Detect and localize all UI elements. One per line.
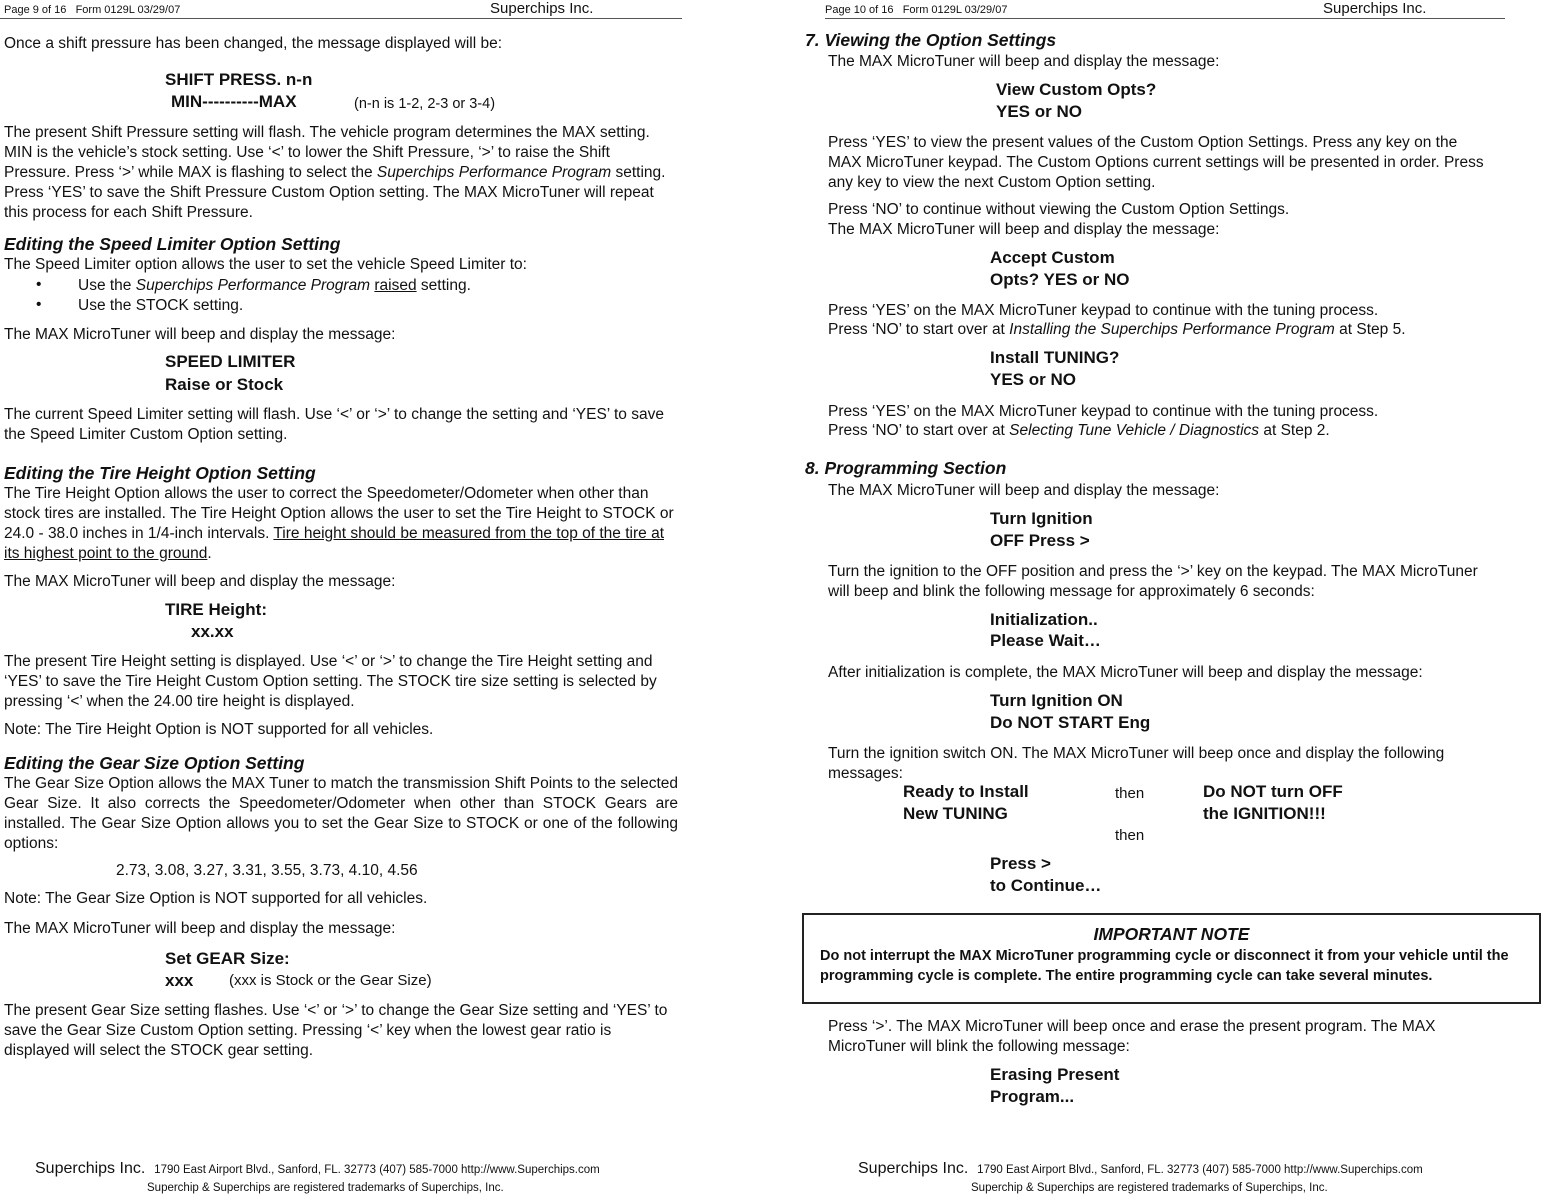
lcd-message-line: xxx: [165, 971, 194, 990]
text-span: at Step 2.: [1259, 422, 1330, 439]
erase-paragraph: Press ‘>’. The MAX MicroTuner will beep once and erase the present program. The MAX MicroTuner will blink the following message:: [828, 1018, 1436, 1055]
italic-text: Installing the Superchips Performance Program: [1009, 321, 1335, 338]
footer-trademark: Superchip & Superchips are registered trademarks of Superchips, Inc.: [147, 1182, 504, 1194]
accept-yes-text: Press ‘YES’ on the MAX MicroTuner keypad to continue with the tuning process.: [828, 302, 1379, 319]
init-paragraph: After initialization is complete, the MAX MicroTuner will beep and display the message:: [828, 664, 1423, 681]
lcd-message-line: Do NOT START Eng: [990, 713, 1151, 732]
footer-brand: Superchips Inc.: [858, 1160, 969, 1177]
lcd-message-line: Please Wait…: [990, 631, 1101, 650]
header-rule: [825, 18, 1505, 19]
italic-text: Selecting Tune Vehicle / Diagnostics: [1009, 422, 1260, 439]
bullet-item: Use the STOCK setting.: [78, 297, 244, 314]
lcd-message-line: Do NOT turn OFF: [1203, 782, 1343, 801]
bullet-item: [78, 276, 471, 296]
header-brand: Superchips Inc.: [490, 0, 594, 17]
gear-paragraph: The Gear Size Option allows the MAX Tuner to match the transmission Shift Points to the selected Gear Size. It also corrects the Speedometer/Odometer when other than STOCK Gears are installed. The Gear Size Option allows you to set the Gear Size to STOCK or one of the following options:: [4, 775, 678, 852]
form-number: Form 0129L 03/29/07: [902, 4, 1008, 16]
speed-paragraph: The current Speed Limiter setting will flash. Use ‘<’ or ‘>’ to change the setting and ‘YES’ to save the Speed Limiter Custom Option setting.: [4, 406, 664, 443]
underlined-text: raised: [374, 277, 417, 294]
text-span: Press ‘NO’ to start over at: [828, 321, 1010, 338]
message-note: (xxx is Stock or the Gear Size): [229, 972, 432, 989]
lcd-message-line: Turn Ignition ON: [990, 691, 1123, 710]
then-text: then: [1115, 827, 1145, 844]
lcd-message-line: OFF Press >: [990, 531, 1090, 550]
text-span: setting.: [416, 277, 471, 294]
lcd-message-line: New TUNING: [903, 804, 1008, 823]
italic-text: Superchips Performance Program: [135, 277, 371, 294]
gear-paragraph-2: The present Gear Size setting flashes. Use ‘<’ or ‘>’ to change the Gear Size setting and ‘YES’ to save the Gear Size Custom Option setting. Pressing ‘<’ key when the lowest gear ratio is displayed will select the STOCK gear setting.: [4, 1002, 668, 1059]
section-heading: 7. Viewing the Option Settings: [805, 30, 1057, 50]
footer-trademark: Superchip & Superchips are registered trademarks of Superchips, Inc.: [971, 1182, 1328, 1194]
view-paragraph: Press ‘YES’ to view the present values of the Custom Option Settings. Press any key on the MAX MicroTuner keypad. The Custom Options current settings will be presented in order. Press any key to view the next Custom Option setting.: [828, 134, 1484, 191]
lcd-message-line: View Custom Opts?: [996, 80, 1157, 99]
text-span: The present Shift Pressure setting will flash. The vehicle program determines the MAX setting. MIN is the vehicle’s stock setting. Use ‘<’ to lower the Shift Pressure, ‘>’ to raise the Shift Pressure. Press ‘>’ while MAX is flashing to select the: [4, 124, 650, 181]
page-header-left: [825, 4, 1007, 16]
lcd-message-line: Press >: [990, 854, 1051, 873]
ignition-paragraph: Turn the ignition to the OFF position and press the ‘>’ key on the keypad. The MAX MicroTuner will beep and blink the following message for approximately 6 seconds:: [828, 563, 1478, 600]
text-span: setting. Press ‘YES’ to save the Shift Pressure Custom Option setting. The MAX MicroTuner will repeat this process for each Shift Pressure.: [4, 164, 666, 221]
lcd-message-line: TIRE Height:: [165, 600, 267, 619]
lcd-message-line: Initialization..: [990, 610, 1098, 629]
accept-no-text: [828, 320, 1406, 340]
underlined-text: Tire height should be measured from the top of the tire at its highest point to the ground: [4, 525, 664, 562]
gear-options: 2.73, 3.08, 3.27, 3.31, 3.55, 3.73, 4.10, 4.56: [116, 862, 418, 879]
page-footer: [35, 1160, 600, 1178]
header-rule: [0, 18, 682, 19]
text-span: at Step 5.: [1334, 321, 1406, 338]
bullet-dot: •: [36, 276, 42, 293]
lcd-message-line: Install TUNING?: [990, 348, 1120, 367]
lcd-message-line: Raise or Stock: [165, 375, 284, 394]
then-text: then: [1115, 785, 1145, 802]
page-number: Page 10 of 16: [825, 4, 894, 16]
lcd-message-line: Ready to Install: [903, 782, 1029, 801]
note-text: Do not interrupt the MAX MicroTuner programming cycle or disconnect it from your vehicle until the programming cycle is complete. The entire programming cycle can take several minutes.: [820, 948, 1509, 984]
section-heading: 8. Programming Section: [805, 458, 1007, 478]
page-footer: [858, 1160, 1423, 1178]
section-heading: Editing the Tire Height Option Setting: [4, 463, 316, 483]
text-span: .: [207, 545, 212, 562]
beep-text: The MAX MicroTuner will beep and display the message:: [4, 920, 396, 937]
install-no-text: [828, 421, 1330, 441]
lcd-message-line: Program...: [990, 1087, 1075, 1106]
lcd-message-line: SPEED LIMITER: [165, 352, 296, 371]
beep-text: The MAX MicroTuner will beep and display the message:: [828, 221, 1220, 238]
page-number: Page 9 of 16: [4, 4, 67, 16]
text-span: Use the: [78, 277, 136, 294]
text-span: Press ‘NO’ to start over at: [828, 422, 1010, 439]
left-page: [0, 0, 682, 1195]
lcd-message-line: Turn Ignition: [990, 509, 1093, 528]
form-number: Form 0129L 03/29/07: [75, 4, 181, 16]
tire-paragraph: [4, 484, 676, 564]
lcd-message-line: the IGNITION!!!: [1203, 804, 1326, 823]
on-paragraph: Turn the ignition switch ON. The MAX MicroTuner will beep once and display the following messages:: [828, 745, 1445, 782]
footer-brand: Superchips Inc.: [35, 1160, 146, 1177]
no-paragraph: Press ‘NO’ to continue without viewing the Custom Option Settings.: [828, 201, 1290, 218]
beep-text: The MAX MicroTuner will beep and display the message:: [828, 53, 1220, 70]
lcd-message-line: to Continue…: [990, 876, 1102, 895]
shift-pressure-paragraph: [4, 123, 680, 223]
tire-paragraph-2: The present Tire Height setting is displayed. Use ‘<’ or ‘>’ to change the Tire Height setting and ‘YES’ to save the Tire Height Custom Option setting. The STOCK tire size setting is selected by pressing ‘<’ when the 24.00 tire height is displayed.: [4, 653, 657, 710]
lcd-message-line: xx.xx: [191, 622, 234, 641]
lcd-message-line: Opts? YES or NO: [990, 270, 1130, 289]
page-header-left: [4, 4, 180, 16]
important-note-box: [802, 913, 1541, 1004]
lcd-message-line: MIN----------MAX: [171, 92, 297, 111]
right-page: [800, 0, 1541, 1195]
lcd-message-line: YES or NO: [990, 370, 1076, 389]
italic-text: Superchips Performance Program: [376, 164, 612, 181]
intro-text: Once a shift pressure has been changed, the message displayed will be:: [4, 35, 503, 52]
header-brand: Superchips Inc.: [1323, 0, 1427, 17]
text-span: The Tire Height Option allows the user to correct the Speedometer/Odometer when other than stock tires are installed. The Tire Height Option allows the user to set the Tire Height to STOCK or 24.0 - 38.0 inches in 1/4-inch intervals.: [4, 485, 674, 542]
section-heading: Editing the Speed Limiter Option Setting: [4, 234, 341, 254]
beep-text: The MAX MicroTuner will beep and display the message:: [828, 482, 1220, 499]
beep-text: The MAX MicroTuner will beep and display the message:: [4, 326, 396, 343]
message-note: (n-n is 1-2, 2-3 or 3-4): [354, 96, 496, 112]
tire-note: Note: The Tire Height Option is NOT supported for all vehicles.: [4, 721, 434, 738]
lcd-message-line: Set GEAR Size:: [165, 949, 290, 968]
lcd-message-line: YES or NO: [996, 102, 1082, 121]
note-title: IMPORTANT NOTE: [1093, 924, 1250, 944]
beep-text: The MAX MicroTuner will beep and display the message:: [4, 573, 396, 590]
footer-address: 1790 East Airport Blvd., Sanford, FL. 32773 (407) 585-7000 http://www.Superchips.com: [154, 1164, 600, 1176]
lcd-message-line: SHIFT PRESS. n-n: [165, 70, 313, 89]
lcd-message-line: Erasing Present: [990, 1065, 1120, 1084]
install-yes-text: Press ‘YES’ on the MAX MicroTuner keypad to continue with the tuning process.: [828, 403, 1379, 420]
lcd-message-line: Accept Custom: [990, 248, 1115, 267]
gear-note: Note: The Gear Size Option is NOT supported for all vehicles.: [4, 890, 428, 907]
footer-address: 1790 East Airport Blvd., Sanford, FL. 32773 (407) 585-7000 http://www.Superchips.com: [977, 1164, 1423, 1176]
bullet-dot: •: [36, 296, 42, 313]
speed-intro: The Speed Limiter option allows the user to set the vehicle Speed Limiter to:: [4, 256, 527, 273]
section-heading: Editing the Gear Size Option Setting: [4, 753, 305, 773]
